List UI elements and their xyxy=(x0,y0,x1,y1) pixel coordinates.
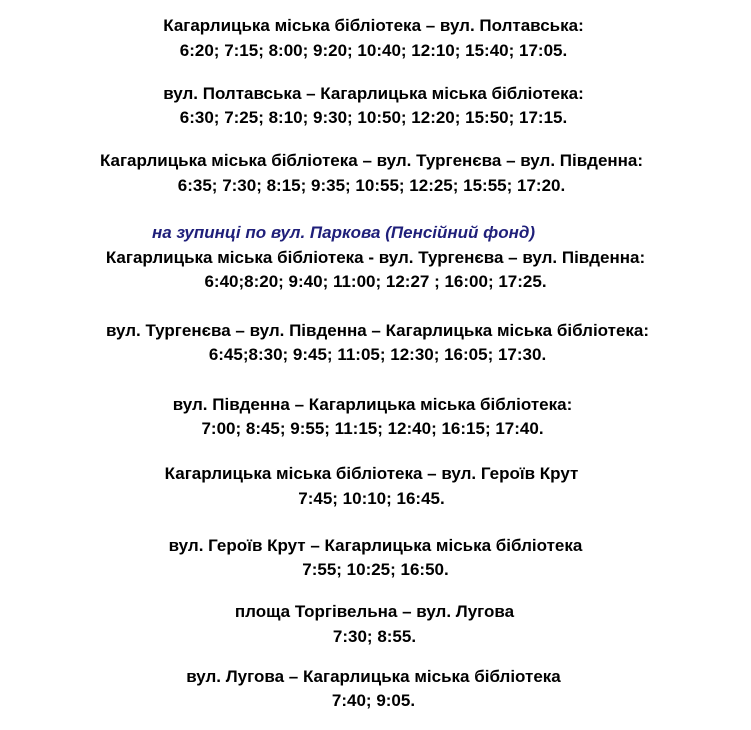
route-times: 7:55; 10:25; 16:50. xyxy=(302,560,449,579)
route-title: Кагарлицька міська бібліотека – вул. Героїв Крут xyxy=(164,464,579,483)
route-times: 6:45;8:30; 9:45; 11:05; 12:30; 16:05; 17:30. xyxy=(208,345,547,364)
route-times: 7:30; 8:55. xyxy=(332,627,417,646)
route-title: вул. Південна – Кагарлицька міська бібліотека: xyxy=(172,395,573,414)
route-times: 7:45; 10:10; 16:45. xyxy=(298,489,445,508)
route-times: 6:40;8:20; 9:40; 11:00; 12:27 ; 16:00; 17:25. xyxy=(204,272,547,291)
route-title: Кагарлицька міська бібліотека – вул. Полтавська: xyxy=(163,16,584,35)
route-title: площа Торгівельна – вул. Лугова xyxy=(234,602,515,621)
route-title: Кагарлицька міська бібліотека – вул. Тургенєва – вул. Південна: xyxy=(99,151,644,170)
route-title: вул. Лугова – Кагарлицька міська бібліотека xyxy=(186,667,561,686)
route-times: 7:00; 8:45; 9:55; 11:15; 12:40; 16:15; 17:40. xyxy=(201,419,544,438)
route-times: 6:30; 7:25; 8:10; 9:30; 10:50; 12:20; 15:50; 17:15. xyxy=(179,108,568,127)
route-times: 7:40; 9:05. xyxy=(331,691,416,710)
route-title: вул. Тургенєва – вул. Південна – Кагарлицька міська бібліотека: xyxy=(105,321,650,340)
route-times: 6:20; 7:15; 8:00; 9:20; 10:40; 12:10; 15:40; 17:05. xyxy=(179,41,568,60)
route-title: вул. Героїв Крут – Кагарлицька міська бібліотека xyxy=(168,536,583,555)
stop-note: на зупинці по вул. Паркова (Пенсійний фонд) xyxy=(151,223,536,242)
route-title: вул. Полтавська – Кагарлицька міська бібліотека: xyxy=(163,84,584,103)
route-title: Кагарлицька міська бібліотека - вул. Тургенєва – вул. Південна: xyxy=(105,248,646,267)
route-times: 6:35; 7:30; 8:15; 9:35; 10:55; 12:25; 15:55; 17:20. xyxy=(177,176,566,195)
